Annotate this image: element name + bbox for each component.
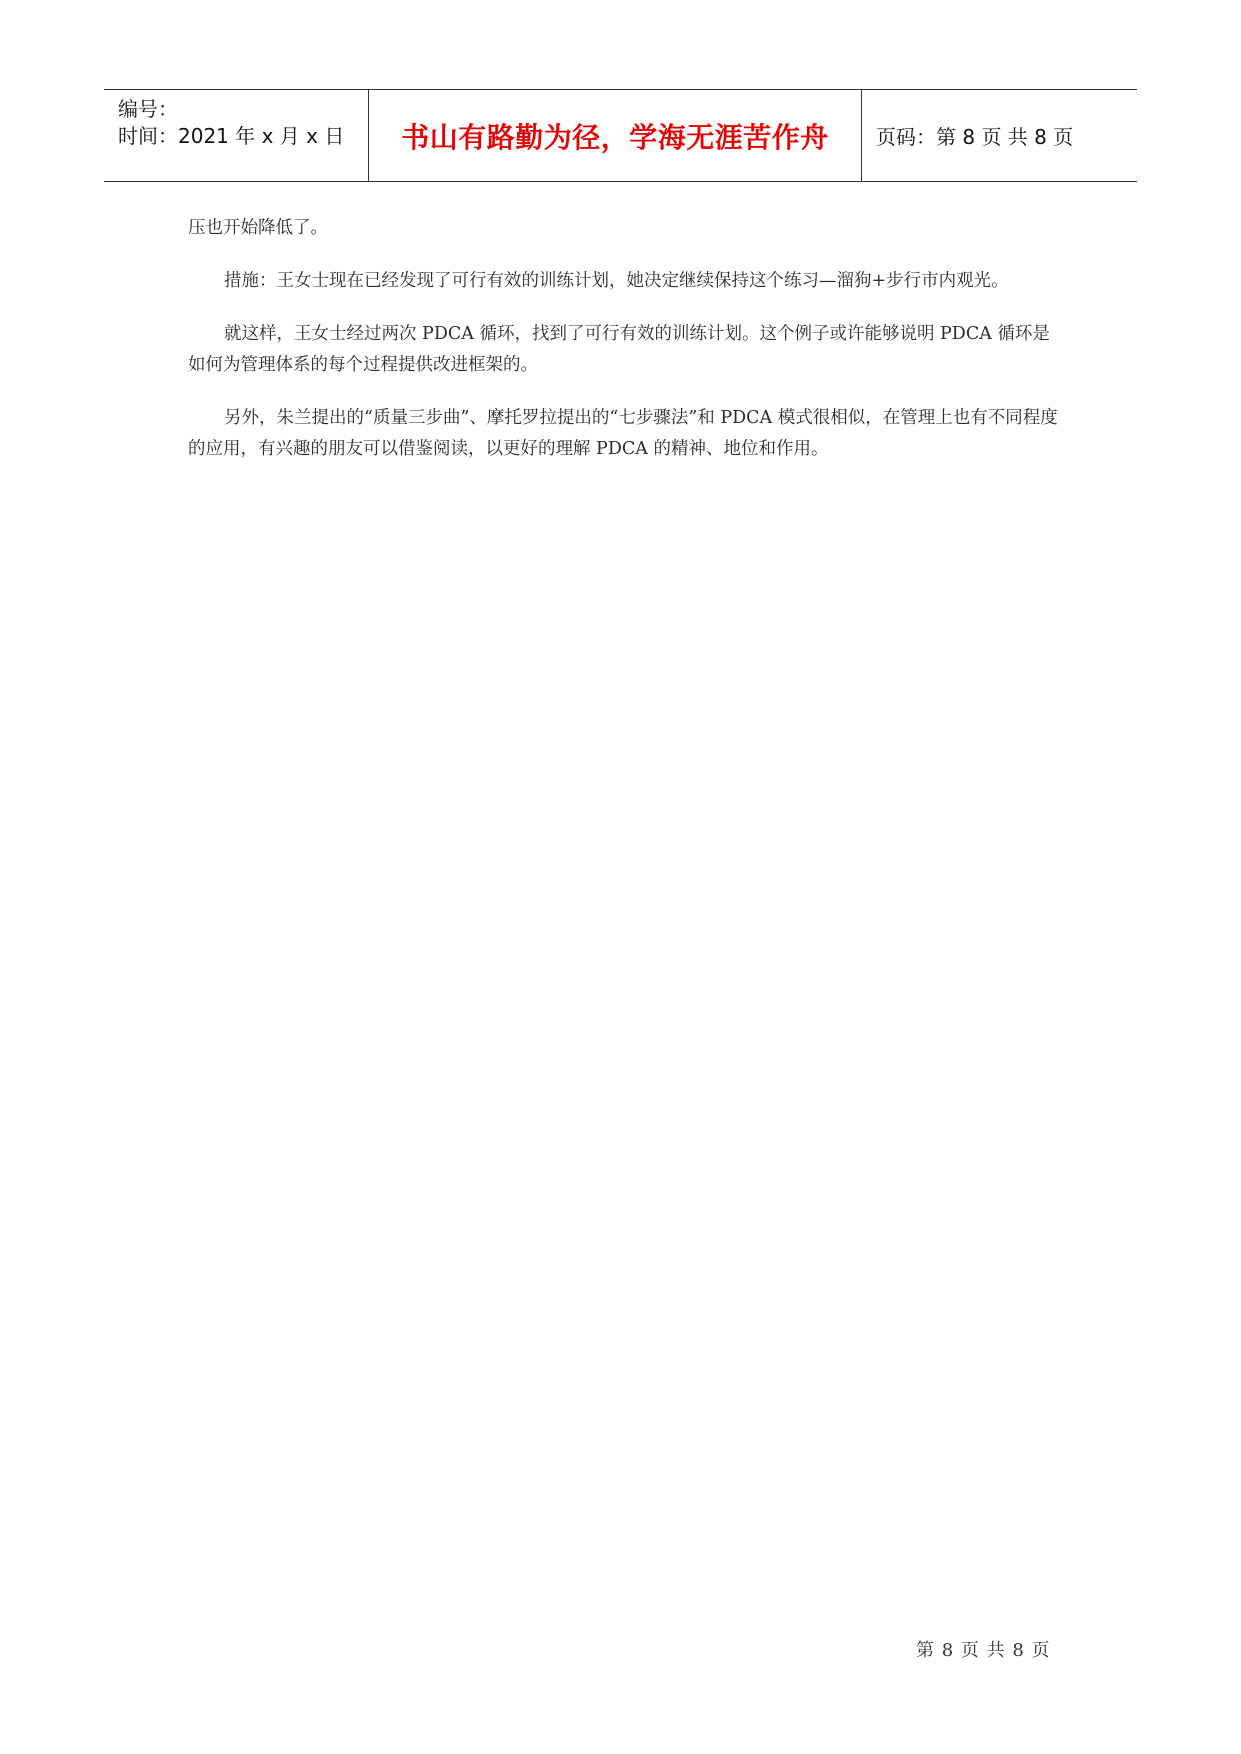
header-page-cell [862,90,1137,181]
document-header [104,89,1137,182]
paragraph-related-methods: 另外，朱兰提出的“质量三步曲”、摩托罗拉提出的“七步骤法”和 PDCA 模式很相似，在管理上也有不同程度的应用，有兴趣的朋友可以借鉴阅读，以更好的理解 PDCA 的精神、地位和作用。 [188,408,1058,459]
header-motto-cell [369,90,862,181]
page-footer: 第 8 页 共 8 页 [916,1640,1051,1661]
paragraph-pdca-summary: 就这样，王女士经过两次 PDCA 循环，找到了可行有效的训练计划。这个例子或许能够说明 PDCA 循环是如何为管理体系的每个过程提供改进框架的。 [188,324,1050,375]
document-body [188,213,1060,487]
header-page-code: 页码：第 8 页 共 8 页 [876,125,1074,149]
document-time-label: 时间：2021 年 x 月 x 日 [118,124,345,148]
document-number-label: 编号： [118,97,178,121]
paragraph-continuation: 压也开始降低了。 [188,218,328,238]
header-motto: 书山有路勤为径，学海无涯苦作舟 [401,120,829,154]
header-info-cell [104,90,369,181]
paragraph-measures: 措施：王女士现在已经发现了可行有效的训练计划，她决定继续保持这个练习—溜狗+步行市内观光。 [224,271,1009,291]
